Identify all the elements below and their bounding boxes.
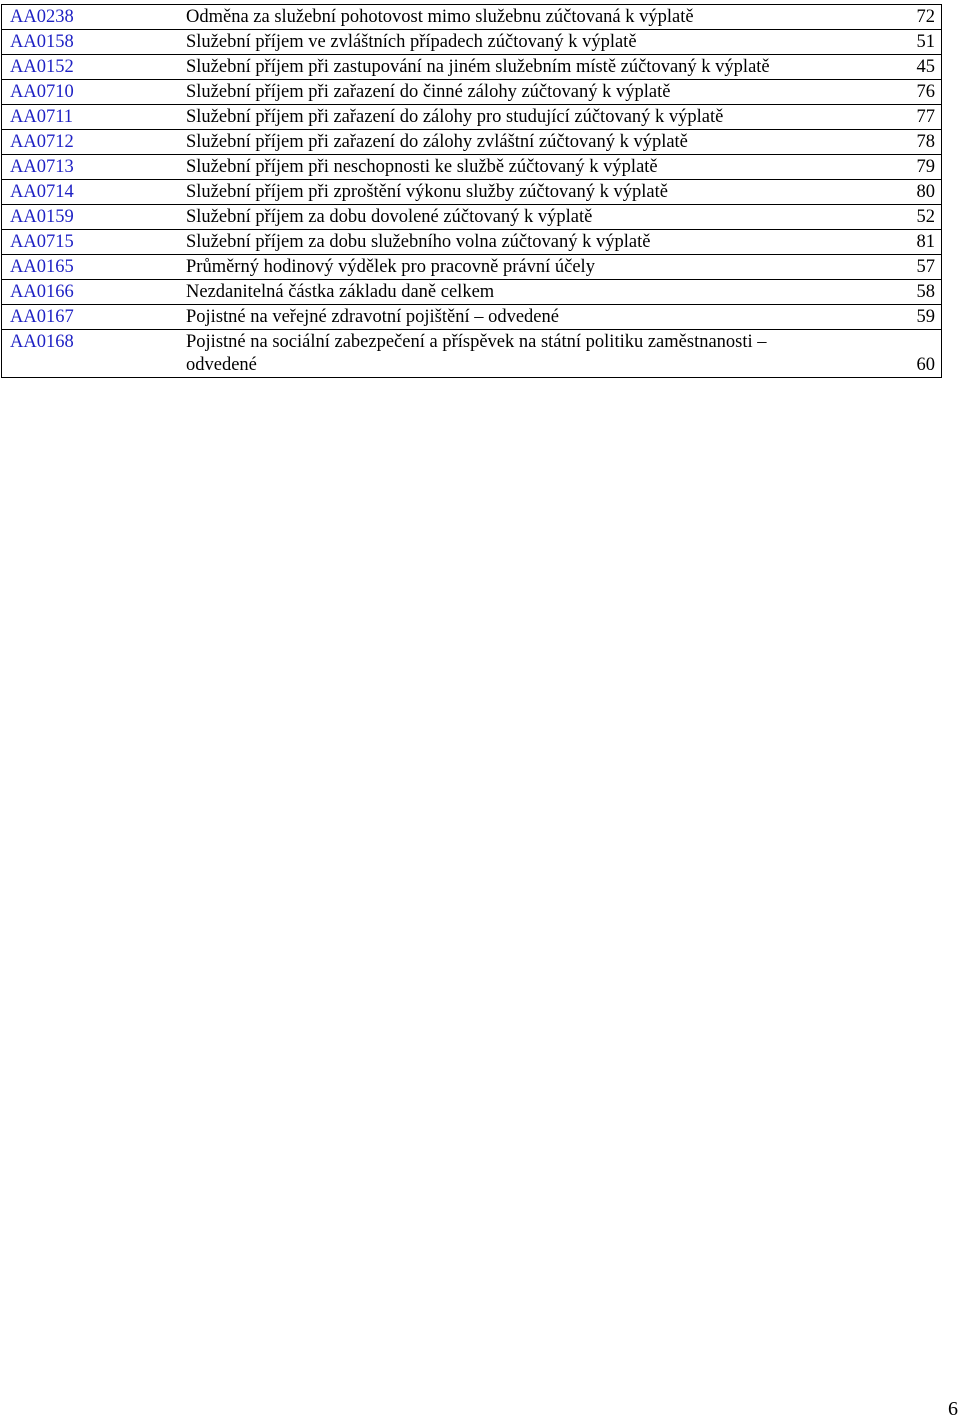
item-code-link[interactable]: AA0167 bbox=[2, 305, 187, 330]
item-page-ref: 81 bbox=[895, 230, 942, 255]
table-row bbox=[2, 180, 942, 205]
item-code-link[interactable]: AA0152 bbox=[2, 55, 187, 80]
item-description: Nezdanitelná částka základu daně celkem bbox=[186, 280, 895, 305]
item-description: Služební příjem při zařazení do zálohy pro studující zúčtovaný k výplatě bbox=[186, 105, 895, 130]
item-description: Průměrný hodinový výdělek pro pracovně právní účely bbox=[186, 255, 895, 280]
item-code-link[interactable]: AA0713 bbox=[2, 155, 187, 180]
item-page-ref: 72 bbox=[895, 5, 942, 30]
item-page-ref: 45 bbox=[895, 55, 942, 80]
item-code-link[interactable]: AA0165 bbox=[2, 255, 187, 280]
item-code-link[interactable]: AA0714 bbox=[2, 180, 187, 205]
item-code-link[interactable]: AA0712 bbox=[2, 130, 187, 155]
item-description bbox=[186, 330, 895, 378]
item-code-link[interactable]: AA0710 bbox=[2, 80, 187, 105]
item-description: Služební příjem za dobu dovolené zúčtovaný k výplatě bbox=[186, 205, 895, 230]
item-description: Služební příjem ve zvláštních případech zúčtovaný k výplatě bbox=[186, 30, 895, 55]
item-description: Služební příjem při zařazení do činné zálohy zúčtovaný k výplatě bbox=[186, 80, 895, 105]
item-code-link[interactable]: AA0715 bbox=[2, 230, 187, 255]
item-description: Služební příjem při zařazení do zálohy zvláštní zúčtovaný k výplatě bbox=[186, 130, 895, 155]
table-row bbox=[2, 5, 942, 30]
code-index-table bbox=[1, 4, 942, 378]
item-page-ref: 78 bbox=[895, 130, 942, 155]
item-code-link[interactable]: AA0158 bbox=[2, 30, 187, 55]
item-page-ref: 60 bbox=[895, 330, 942, 378]
table-row bbox=[2, 305, 942, 330]
table-row bbox=[2, 155, 942, 180]
item-description-line: odvedené bbox=[186, 355, 257, 375]
table-row bbox=[2, 55, 942, 80]
item-page-ref: 52 bbox=[895, 205, 942, 230]
item-code-link[interactable]: AA0159 bbox=[2, 205, 187, 230]
item-code-link[interactable]: AA0711 bbox=[2, 105, 187, 130]
page-number: 6 bbox=[948, 1398, 958, 1420]
item-page-ref: 59 bbox=[895, 305, 942, 330]
item-page-ref: 58 bbox=[895, 280, 942, 305]
table-row bbox=[2, 130, 942, 155]
item-description: Odměna za služební pohotovost mimo služebnu zúčtovaná k výplatě bbox=[186, 5, 895, 30]
item-code-link[interactable]: AA0168 bbox=[2, 330, 187, 378]
item-code-link[interactable]: AA0238 bbox=[2, 5, 187, 30]
table-row bbox=[2, 330, 942, 378]
table-row bbox=[2, 230, 942, 255]
table-row bbox=[2, 205, 942, 230]
item-page-ref: 80 bbox=[895, 180, 942, 205]
item-description: Služební příjem při zastupování na jiném služebním místě zúčtovaný k výplatě bbox=[186, 55, 895, 80]
item-description: Služební příjem při neschopnosti ke službě zúčtovaný k výplatě bbox=[186, 155, 895, 180]
item-page-ref: 51 bbox=[895, 30, 942, 55]
item-page-ref: 77 bbox=[895, 105, 942, 130]
table-row bbox=[2, 105, 942, 130]
table-row bbox=[2, 80, 942, 105]
item-description: Služební příjem při zproštění výkonu služby zúčtovaný k výplatě bbox=[186, 180, 895, 205]
item-description-line: Pojistné na sociální zabezpečení a příspěvek na státní politiku zaměstnanosti – bbox=[186, 332, 767, 352]
item-page-ref: 79 bbox=[895, 155, 942, 180]
table-row bbox=[2, 30, 942, 55]
item-code-link[interactable]: AA0166 bbox=[2, 280, 187, 305]
item-description: Pojistné na veřejné zdravotní pojištění – odvedené bbox=[186, 305, 895, 330]
item-description: Služební příjem za dobu služebního volna zúčtovaný k výplatě bbox=[186, 230, 895, 255]
item-page-ref: 57 bbox=[895, 255, 942, 280]
item-page-ref: 76 bbox=[895, 80, 942, 105]
table-row bbox=[2, 280, 942, 305]
table-row bbox=[2, 255, 942, 280]
